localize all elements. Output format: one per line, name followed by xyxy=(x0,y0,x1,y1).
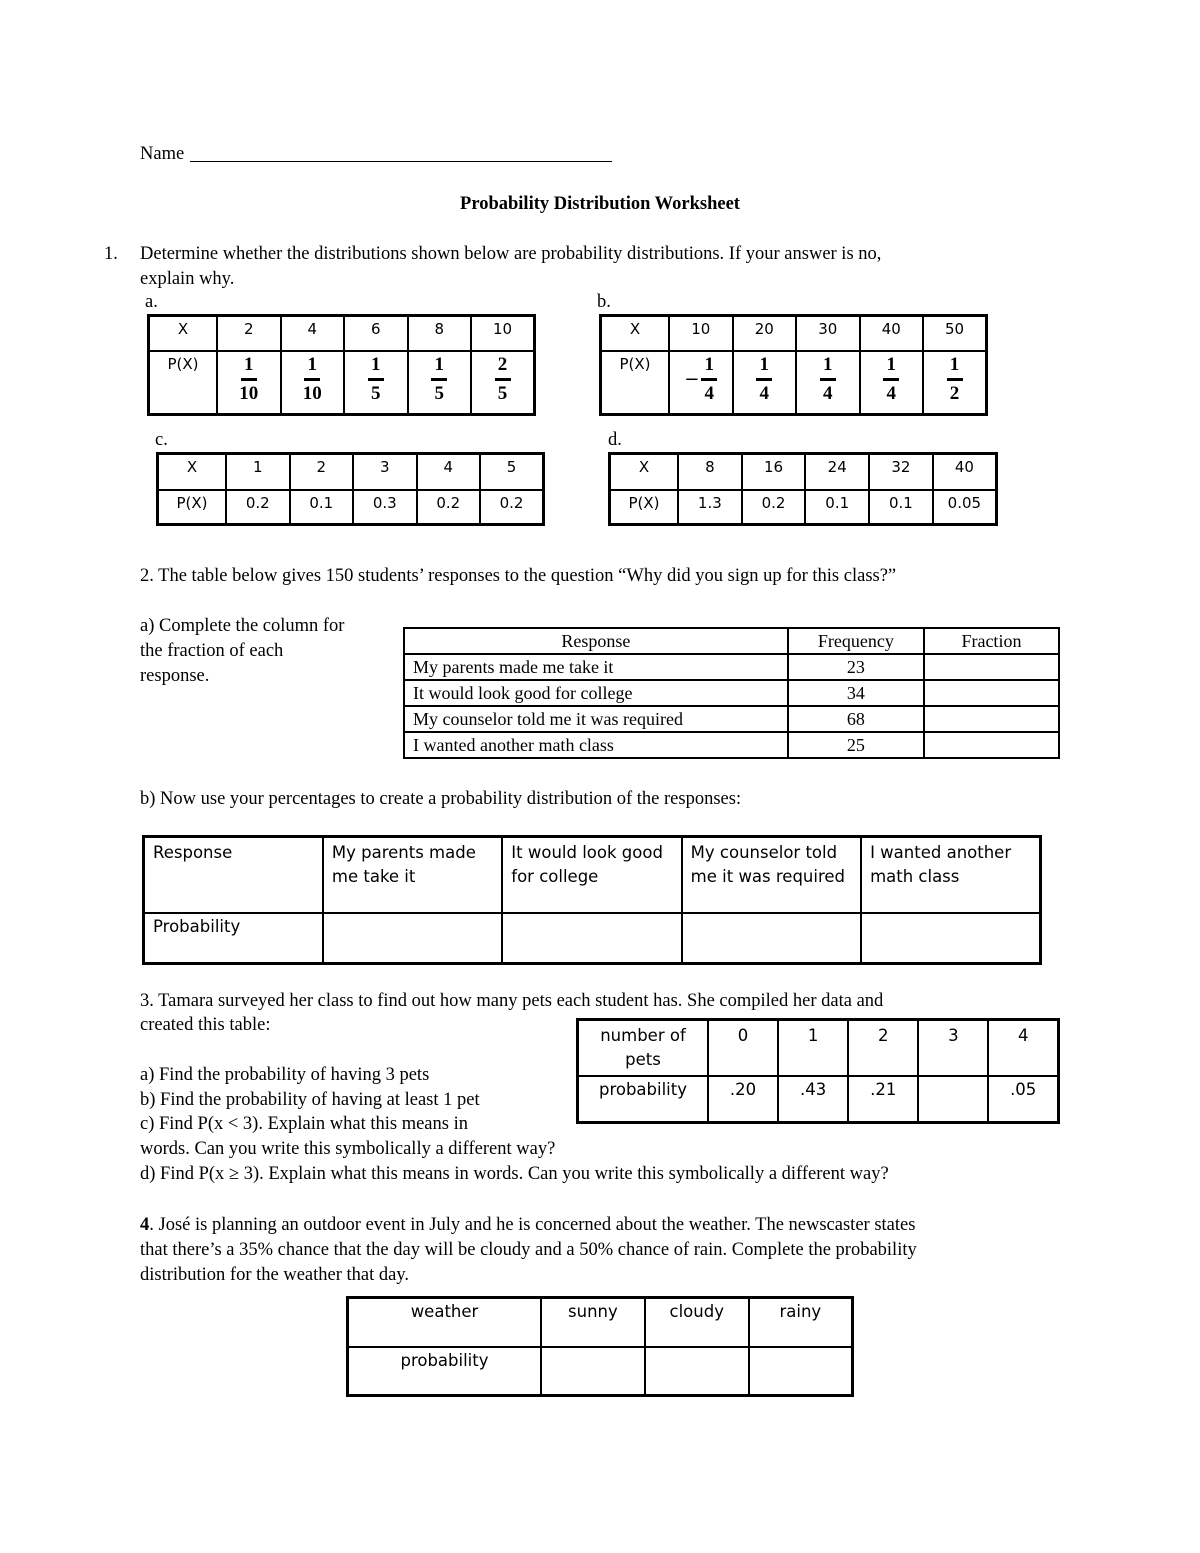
response-cell: My counselor told me it was required xyxy=(404,706,788,732)
q2-intro: 2. The table below gives 150 students’ responses to the question “Why did you sign up for this class?” xyxy=(140,566,897,586)
fraction xyxy=(701,355,717,404)
x-cell: 1 xyxy=(226,454,290,491)
x-cell: X xyxy=(158,454,227,491)
numerator: 1 xyxy=(371,354,381,375)
denominator: 5 xyxy=(371,383,381,404)
response-header: My parents made me take it xyxy=(323,837,502,914)
px-label: P(X) xyxy=(149,351,218,415)
pets-table xyxy=(576,1018,1060,1124)
pets-header-cell: 1 xyxy=(778,1020,848,1077)
px-fraction-cell xyxy=(796,351,860,415)
px-cell: 0.3 xyxy=(353,490,417,525)
px-cell: 0.1 xyxy=(290,490,354,525)
fraction-input-cell[interactable] xyxy=(924,706,1059,732)
denominator: 4 xyxy=(704,383,715,404)
probability-input-cell[interactable] xyxy=(861,913,1040,964)
table-row xyxy=(404,732,1059,758)
column-header: Response xyxy=(404,628,788,654)
weather-header-cell: cloudy xyxy=(645,1298,749,1348)
distribution-table-d xyxy=(608,452,998,526)
table-label-3: d. xyxy=(608,430,622,450)
response-header: My counselor told me it was required xyxy=(682,837,861,914)
table-label-1: b. xyxy=(597,292,611,312)
px-label: P(X) xyxy=(158,490,227,525)
x-cell: 4 xyxy=(417,454,481,491)
fraction-bar xyxy=(756,378,772,381)
x-cell: 2 xyxy=(217,316,281,352)
q1-text-line1: Determine whether the distributions shown below are probability distributions. If your answer is no, xyxy=(140,244,882,264)
denominator: 2 xyxy=(949,383,960,404)
px-cell: 0.05 xyxy=(933,490,997,525)
fraction-bar xyxy=(241,378,257,381)
numerator: 1 xyxy=(704,354,715,375)
probability-input-cell[interactable] xyxy=(502,913,681,964)
x-cell: 32 xyxy=(869,454,933,491)
pets-header-cell: 2 xyxy=(848,1020,918,1077)
x-cell: 16 xyxy=(742,454,806,491)
fraction xyxy=(368,355,384,404)
table-row xyxy=(404,706,1059,732)
frequency-cell: 34 xyxy=(788,680,924,706)
x-cell: 30 xyxy=(796,316,860,352)
probability-cell: probability xyxy=(578,1076,709,1123)
numerator: 1 xyxy=(886,354,896,375)
px-cell: 0.1 xyxy=(805,490,869,525)
probability-input-cell[interactable] xyxy=(749,1347,853,1396)
denominator: 4 xyxy=(759,383,769,404)
name-label: Name xyxy=(140,144,185,164)
x-cell: 3 xyxy=(353,454,417,491)
x-cell: 8 xyxy=(678,454,742,491)
fraction xyxy=(820,355,836,404)
px-row xyxy=(158,490,544,525)
fraction-input-cell[interactable] xyxy=(924,680,1059,706)
probability-label: probability xyxy=(348,1347,542,1396)
pets-header-cell: 3 xyxy=(918,1020,988,1077)
q4-line1 xyxy=(140,1213,915,1238)
numerator: 1 xyxy=(244,354,254,375)
weather-header-cell: weather xyxy=(348,1298,542,1348)
header-row xyxy=(578,1020,1059,1077)
px-fraction-cell xyxy=(471,351,535,415)
response-header: It would look good for college xyxy=(502,837,681,914)
denominator: 4 xyxy=(886,383,896,404)
q3c-cont: words. Can you write this symbolically a different way? xyxy=(140,1139,556,1159)
probability-label: Probability xyxy=(144,913,323,964)
q1-text-line2: explain why. xyxy=(140,269,235,289)
header-row xyxy=(144,837,1041,914)
response-cell: I wanted another math class xyxy=(404,732,788,758)
px-fraction-cell xyxy=(669,351,733,415)
q2a-line1: a) Complete the column for xyxy=(140,616,345,636)
probability-cell: .21 xyxy=(848,1076,918,1123)
x-row xyxy=(610,454,997,491)
q3d: d) Find P(x ≥ 3). Explain what this means in words. Can you write this symbolically a different way? xyxy=(140,1164,889,1184)
q1-number: 1. xyxy=(104,244,118,264)
px-fraction-cell xyxy=(217,351,281,415)
numerator: 1 xyxy=(823,354,833,375)
px-cell: 0.2 xyxy=(480,490,544,525)
response-frequency-table xyxy=(403,627,1060,759)
response-header: I wanted another math class xyxy=(861,837,1040,914)
frequency-cell: 23 xyxy=(788,654,924,680)
px-cell: 1.3 xyxy=(678,490,742,525)
x-cell: 24 xyxy=(805,454,869,491)
px-fraction-cell xyxy=(408,351,472,415)
q4-line3: distribution for the weather that day. xyxy=(140,1265,410,1285)
px-cell: 0.2 xyxy=(226,490,290,525)
fraction-bar xyxy=(883,378,899,381)
distribution-table-a xyxy=(147,314,536,416)
frequency-cell: 25 xyxy=(788,732,924,758)
column-header: Frequency xyxy=(788,628,924,654)
probability-input-cell[interactable] xyxy=(682,913,861,964)
fraction-input-cell[interactable] xyxy=(924,654,1059,680)
probability-input-cell[interactable] xyxy=(645,1347,749,1396)
q3a: a) Find the probability of having 3 pets xyxy=(140,1065,430,1085)
x-row xyxy=(149,316,535,352)
table-row xyxy=(404,680,1059,706)
negative-sign: − xyxy=(684,369,700,390)
x-cell: 6 xyxy=(344,316,408,352)
numerator: 1 xyxy=(307,354,317,375)
x-cell: 5 xyxy=(480,454,544,491)
x-cell: X xyxy=(610,454,679,491)
probability-cell: .05 xyxy=(988,1076,1058,1123)
response-header: Response xyxy=(144,837,323,914)
fraction xyxy=(883,355,899,404)
px-label: P(X) xyxy=(610,490,679,525)
header-row xyxy=(404,628,1059,654)
fraction xyxy=(431,355,447,404)
x-cell: 20 xyxy=(733,316,797,352)
denominator: 10 xyxy=(239,383,259,404)
denominator: 10 xyxy=(302,383,322,404)
numerator: 1 xyxy=(759,354,769,375)
x-cell: 50 xyxy=(923,316,987,352)
response-distribution-table xyxy=(142,835,1042,965)
x-cell: X xyxy=(149,316,218,352)
probability-input-cell[interactable] xyxy=(323,913,502,964)
px-fraction-cell xyxy=(281,351,345,415)
fraction xyxy=(947,355,963,404)
denominator: 4 xyxy=(823,383,833,404)
denominator: 5 xyxy=(497,383,508,404)
probability-row xyxy=(144,913,1041,964)
fraction-bar xyxy=(947,378,963,381)
px-fraction-cell xyxy=(733,351,797,415)
fraction-bar xyxy=(431,378,447,381)
x-cell: X xyxy=(601,316,670,352)
probability-cell: .43 xyxy=(778,1076,848,1123)
x-cell: 40 xyxy=(860,316,924,352)
response-cell: It would look good for college xyxy=(404,680,788,706)
pets-header-cell: 0 xyxy=(708,1020,778,1077)
q4-number: 4 xyxy=(140,1215,150,1235)
px-fraction-cell xyxy=(344,351,408,415)
numerator: 1 xyxy=(949,354,960,375)
x-cell: 10 xyxy=(471,316,535,352)
column-header: Fraction xyxy=(924,628,1059,654)
fraction-bar xyxy=(701,378,717,381)
px-label: P(X) xyxy=(601,351,670,415)
header-row xyxy=(348,1298,853,1348)
name-line[interactable] xyxy=(190,161,612,162)
x-row xyxy=(158,454,544,491)
q4-line2: that there’s a 35% chance that the day will be cloudy and a 50% chance of rain. Complete the probability xyxy=(140,1240,917,1260)
q2b-text: b) Now use your percentages to create a probability distribution of the responses: xyxy=(140,789,742,809)
table-label-2: c. xyxy=(155,430,168,450)
q2a-line2: the fraction of each xyxy=(140,641,284,661)
weather-header-cell: rainy xyxy=(749,1298,853,1348)
probability-input-cell[interactable] xyxy=(918,1076,988,1123)
px-row xyxy=(149,351,535,415)
q3-line2: created this table: xyxy=(140,1015,271,1035)
probability-cell: .20 xyxy=(708,1076,778,1123)
denominator: 5 xyxy=(434,383,444,404)
weather-table xyxy=(346,1296,854,1397)
table-label-0: a. xyxy=(145,292,158,312)
fraction-bar xyxy=(368,378,384,381)
fraction-bar xyxy=(304,378,320,381)
x-cell: 4 xyxy=(281,316,345,352)
distribution-table-b xyxy=(599,314,988,416)
q4-text: . José is planning an outdoor event in July and he is concerned about the weather. The newscaster states xyxy=(149,1215,916,1235)
px-cell: 0.1 xyxy=(869,490,933,525)
q3b: b) Find the probability of having at least 1 pet xyxy=(140,1090,480,1110)
x-cell: 8 xyxy=(408,316,472,352)
fraction-input-cell[interactable] xyxy=(924,732,1059,758)
probability-input-cell[interactable] xyxy=(541,1347,645,1396)
px-fraction-cell xyxy=(923,351,987,415)
pets-header-cell: 4 xyxy=(988,1020,1058,1077)
x-cell: 2 xyxy=(290,454,354,491)
q2a-line3: response. xyxy=(140,666,210,686)
frequency-cell: 68 xyxy=(788,706,924,732)
px-row xyxy=(610,490,997,525)
x-cell: 40 xyxy=(933,454,997,491)
px-row xyxy=(601,351,987,415)
fraction xyxy=(239,355,258,404)
response-cell: My parents made me take it xyxy=(404,654,788,680)
x-row xyxy=(601,316,987,352)
fraction-bar xyxy=(820,378,836,381)
pets-header-cell: number of pets xyxy=(578,1020,709,1077)
distribution-table-c xyxy=(156,452,545,526)
numerator: 1 xyxy=(434,354,444,375)
page-title: Probability Distribution Worksheet xyxy=(460,194,740,214)
q3-line1: 3. Tamara surveyed her class to find out how many pets each student has. She compiled her data and xyxy=(140,991,884,1011)
probability-row xyxy=(348,1347,853,1396)
table-row xyxy=(404,654,1059,680)
fraction-bar xyxy=(495,378,511,381)
px-fraction-cell xyxy=(860,351,924,415)
q3c: c) Find P(x < 3). Explain what this means in xyxy=(140,1114,468,1134)
fraction xyxy=(303,355,322,404)
weather-header-cell: sunny xyxy=(541,1298,645,1348)
fraction xyxy=(756,355,772,404)
px-cell: 0.2 xyxy=(742,490,806,525)
fraction xyxy=(495,355,511,404)
numerator: 2 xyxy=(497,354,508,375)
x-cell: 10 xyxy=(669,316,733,352)
px-cell: 0.2 xyxy=(417,490,481,525)
probability-row xyxy=(578,1076,1059,1123)
